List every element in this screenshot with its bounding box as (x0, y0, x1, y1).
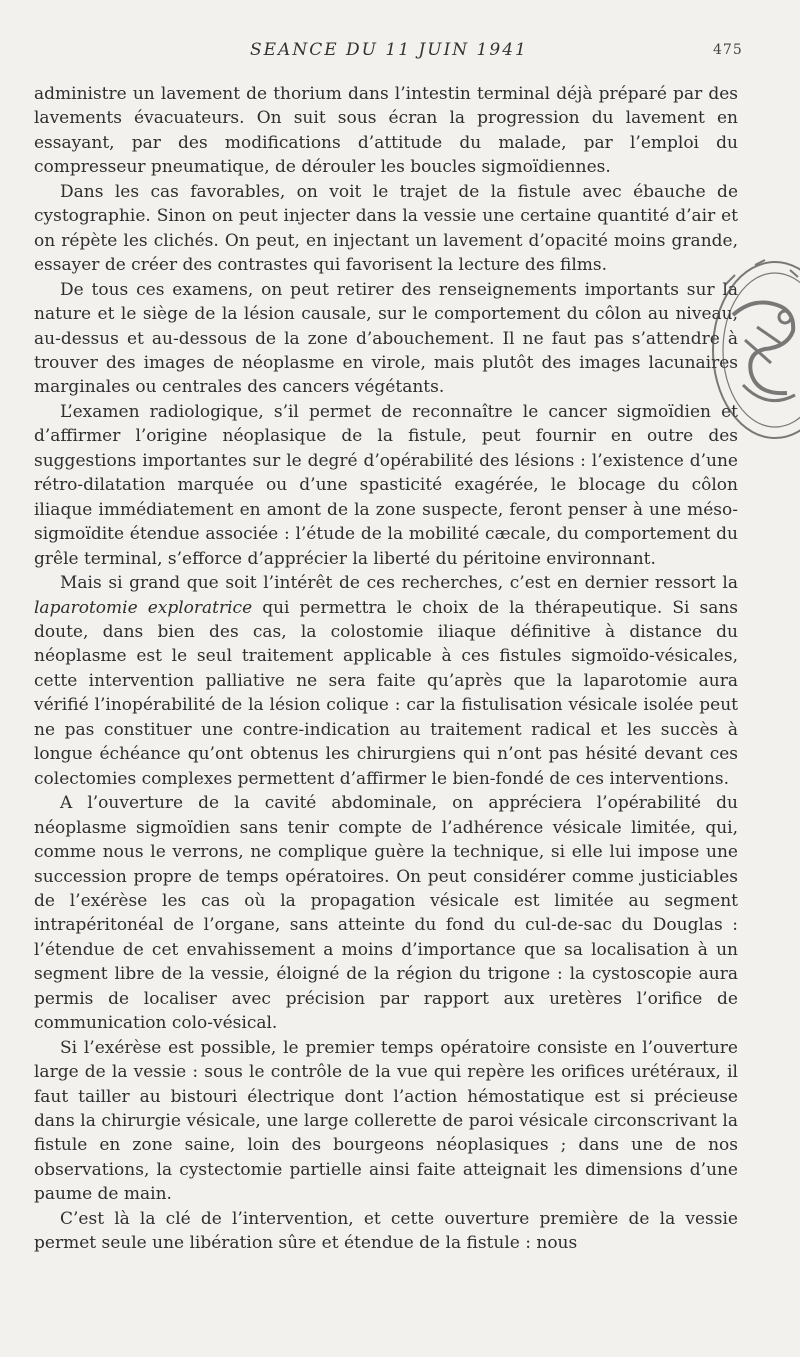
paragraph: L’examen radiologique, s’il permet de reconnaître le cancer sigmoïdien et d’affirmer l’origine néoplasique de la fistule, peut fournir en outre des suggestions importantes sur le degré d’opérabilité des lésions : l’existence d’une rétro-dilatation marquée ou d’une spasticité exagérée, le blocage du côlon iliaque immédiatement en amont de la zone suspecte, feront penser à une méso-sigmoïdite étendue associée : l’étude de la mobilité cæcale, du comportement du grêle terminal, s’efforce d’apprécier la liberté du péritoine environnant. (34, 401, 738, 569)
paragraph: De tous ces examens, on peut retirer des renseignements importants sur la nature et le siège de la lésion causale, sur le comportement du côlon au niveau, au-dessus et au-dessous de la zone d’abouchement. Il ne faut pas s’attendre à trouver des images de néoplasme en virole, mais plutôt des images lacunaires marginales ou centrales des cancers végétants. (34, 279, 738, 398)
paragraph: C’est là la clé de l’intervention, et cette ouverture première de la vessie permet seule une libération sûre et étendue de la fistule : nous (34, 1208, 738, 1254)
paragraph-with-italic: Mais si grand que soit l’intérêt de ces recherches, c’est en dernier ressort la laparotomie exploratrice qui permettra le choix de la thérapeutique. Si sans doute, dans bien des cas, la colostomie iliaque définitive à distance du néoplasme est le seul traitement applicable à ces fistules sigmoïdo-vésicales, cette intervention palliative ne sera faite qu’après que la laparotomie aura vérifié l’inopérabilité de la lésion colique : car la fistulisation vésicale isolée peut ne pas constituer une contre-indication au traitement radical et les succès à longue échéance qu’ont obtenus les chirurgiens qui n’ont pas hésité devant ces colectomies complexes permettent d’affirmer le bien-fondé de ces interventions. (34, 573, 738, 789)
body-text (34, 82, 738, 1256)
running-head: SEANCE DU 11 JUIN 1941 (250, 40, 528, 60)
paragraph: Dans les cas favorables, on voit le trajet de la fistule avec ébauche de cystographie. Sinon on peut injecter dans la vessie une certaine quantité d’air et on répète les clichés. On peut, en injectant un lavement d’opacité moins grande, essayer de créer des contrastes qui favorisent la lecture des films. (34, 181, 738, 276)
page-number: 475 (713, 42, 743, 58)
paragraph: Si l’exérèse est possible, le premier temps opératoire consiste en l’ouverture large de la vessie : sous le contrôle de la vue qui repère les orifices urétéraux, il faut tailler au bistouri électrique dont l’action hémostatique est si précieuse dans la chirurgie vésicale, une large collerette de paroi vésicale circonscrivant la fistule en zone saine, loin des bourgeons néoplasiques ; dans une de nos observations, la cystectomie partielle ainsi faite atteignait les dimensions d’une paume de main. (34, 1037, 738, 1205)
paragraph: administre un lavement de thorium dans l’intestin terminal déjà préparé par des lavements évacuateurs. On suit sous écran la progression du lavement en essayant, par des modifications d’attitude du malade, par l’emploi du compresseur pneumatique, de dérouler les boucles sigmoïdiennes. (34, 84, 738, 178)
paragraph: A l’ouverture de la cavité abdominale, on appréciera l’opérabilité du néoplasme sigmoïdien sans tenir compte de l’adhérence vésicale limitée, qui, comme nous le verrons, ne complique guère la technique, si elle lui impose une succession propre de temps opératoires. On peut considérer comme justiciables de l’exérèse les cas où la propagation vésicale est limitée au segment intrapéritonéal de l’organe, sans atteinte du fond du cul-de-sac du Douglas : l’étendue de cet envahissement a moins d’importance que sa localisation à un segment libre de la vessie, éloigné de la région du trigone : la cystoscopie aura permis de localiser avec précision par rapport aux uretères l’orifice de communication colo-vésical. (34, 793, 738, 1034)
italic-phrase: laparotomie exploratrice (34, 597, 253, 618)
page-header (0, 38, 800, 68)
